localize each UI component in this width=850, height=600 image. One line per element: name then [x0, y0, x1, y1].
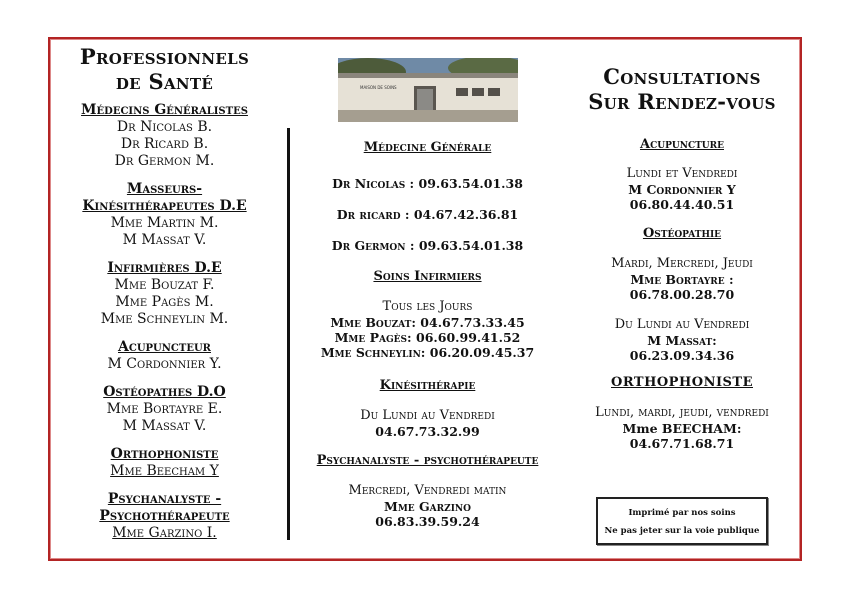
practitioner-name: Mme Garzino I.	[112, 525, 217, 541]
right-column	[562, 64, 802, 451]
soins-days: Tous les Jours	[382, 299, 473, 314]
practitioner-name: Mme Beecham Y	[110, 463, 219, 479]
practitioner-name: Mme Martin M.	[110, 215, 219, 231]
orthophoniste-heading: ORTHOPHONISTE	[611, 375, 753, 390]
section-heading: Psychothérapeute	[99, 508, 230, 524]
practitioner-name: Mme Bortayre E.	[106, 401, 223, 417]
doctor-phone: Dr Germon : 09.63.54.01.38	[331, 238, 524, 253]
acupuncture-name: M Cordonnier Y	[628, 182, 736, 197]
psy-phone: 06.83.39.59.24	[375, 514, 480, 529]
ortho-name: Mme BEECHAM:	[622, 421, 742, 436]
building-sign: MAISON DE SOINS	[360, 85, 397, 90]
section-heading: Psychanalyste -	[107, 491, 222, 507]
kine-days: Du Lundi au Vendredi	[360, 408, 495, 423]
practitioner-name: Dr Nicolas B.	[116, 119, 213, 135]
practitioner-name: M Cordonnier Y.	[107, 356, 222, 372]
psy-heading: Psychanalyste - psychothérapeute	[316, 453, 539, 468]
section-heading: Ostéopathes D.O	[103, 384, 226, 400]
left-column	[62, 44, 267, 542]
psy-name: Mme Garzino	[384, 499, 471, 514]
practitioner-name: Mme Pagès M.	[115, 294, 214, 310]
osteo-days: Mardi, Mercredi, Jeudi	[611, 256, 753, 271]
osteo-days: Du Lundi au Vendredi	[614, 317, 750, 332]
building-photo	[338, 58, 518, 122]
middle-column	[300, 140, 555, 529]
acupuncture-days: Lundi et Vendredi	[626, 166, 738, 181]
kine-phone: 04.67.73.32.99	[375, 424, 480, 439]
medecine-heading: Médecine Générale	[363, 140, 492, 155]
practitioner-name: Mme Schneylin M.	[100, 311, 229, 327]
practitioner-name: Mme Bouzat F.	[114, 277, 215, 293]
doctor-phone: Dr ricard : 04.67.42.36.81	[336, 207, 519, 222]
nurse-phone: Mme Pagès: 06.60.99.41.52	[334, 330, 521, 345]
osteopathie-heading: Ostéopathie	[642, 226, 722, 241]
practitioner-name: Dr Ricard B.	[120, 136, 209, 152]
practitioner-name: M Massat V.	[122, 232, 207, 248]
osteo-phone: 06.23.09.34.36	[629, 348, 735, 363]
section-heading: Médecins Généralistes	[81, 102, 248, 118]
practitioner-name: M Massat V.	[122, 418, 207, 434]
left-sections	[62, 94, 267, 542]
osteo-name: Mme Bortayre :	[630, 272, 734, 287]
right-title: Consultations Sur Rendez-vous	[588, 64, 776, 114]
psy-days: Mercredi, Vendredi matin	[348, 483, 507, 498]
section-heading: Infirmières D.E	[107, 260, 222, 276]
nurse-phone: Mme Bouzat: 04.67.73.33.45	[330, 315, 525, 330]
section-heading: Acupuncteur	[118, 339, 211, 355]
ortho-days: Lundi, mardi, jeudi, vendredi	[595, 405, 769, 420]
nurse-phone: Mme Schneylin: 06.20.09.45.37	[320, 345, 535, 360]
section-heading: Kinésithérapeutes D.E	[82, 198, 247, 214]
soins-heading: Soins Infirmiers	[373, 269, 482, 284]
column-divider	[287, 128, 290, 540]
doctor-phone: Dr Nicolas : 09.63.54.01.38	[332, 176, 523, 191]
acupuncture-phone: 06.80.44.40.51	[629, 197, 735, 212]
practitioner-name: Dr Germon M.	[114, 153, 215, 169]
section-heading: Masseurs-	[126, 181, 203, 197]
ortho-phone: 04.67.71.68.71	[629, 436, 735, 451]
section-heading: Orthophoniste	[110, 446, 219, 462]
print-notice: Imprimé par nos soins Ne pas jeter sur la voie publique	[596, 497, 768, 545]
osteo-name: M Massat:	[647, 333, 717, 348]
osteo-phone: 06.78.00.28.70	[629, 287, 735, 302]
acupuncture-heading: Acupuncture	[640, 137, 724, 152]
left-title: Professionnels de Santé	[79, 44, 250, 94]
kine-heading: Kinésithérapie	[379, 378, 476, 393]
